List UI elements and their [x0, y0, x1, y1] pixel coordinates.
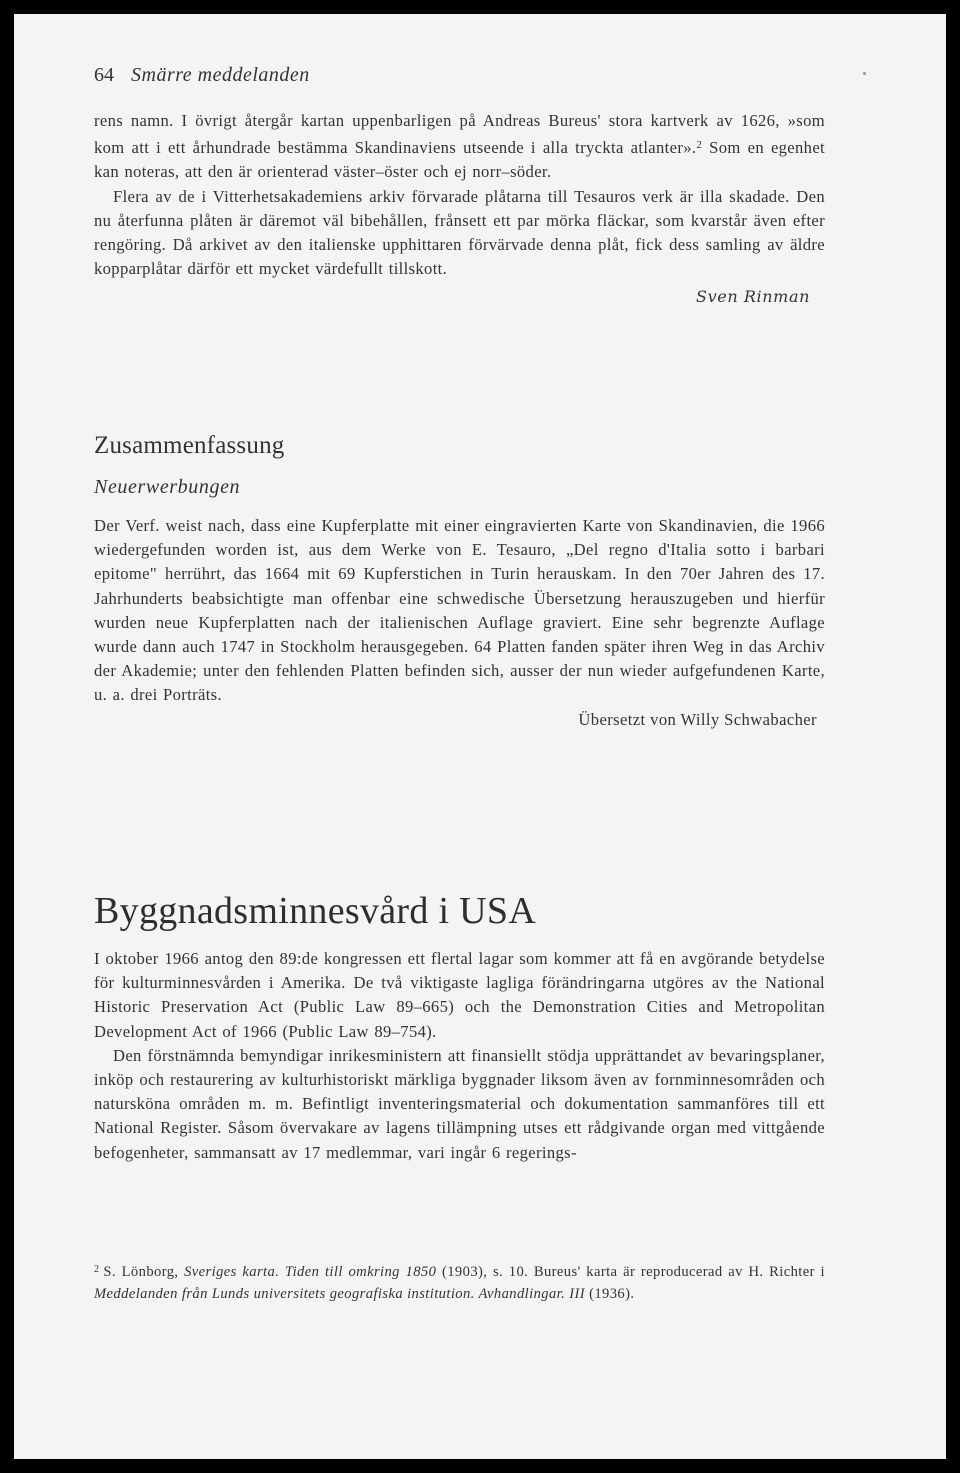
document-page: [14, 14, 946, 1459]
article2-paragraph-2: Den förstnämnda bemyndigar inrikesministern att finansiellt stödja upprättandet av bevaringsplaner, inköp och restaurering av kulturhistoriskt märkliga byggnader liksom även av fornminnesområden och natursköna områden m. m. Befintligt inventeringsmaterial och dokumentation sammanföres till ett National Register. Såsom övervakare av lagens tillämpning utses ett rådgivande organ med vittgående befogenheter, sammansatt av 17 medlemmar, vari ingår 6 regerings-: [94, 1045, 825, 1162]
speck-mark: [863, 72, 866, 75]
running-head: [94, 64, 310, 87]
footnote-text: $^2$ S. Lönborg, Sveriges karta. Tiden till omkring 1850 (1903), s. 10. Bureus' karta är reproducerad av H. Richter i Meddelanden från Lunds universitets geografiska institution. Avhandlingar. III (1936).: [94, 1264, 825, 1302]
article2-heading: Byggnadsminnesvård i USA: [94, 890, 537, 932]
article1-author: Sven Rinman: [696, 287, 810, 307]
article2: [94, 889, 825, 1165]
article1-paragraph-1: rens namn. I övrigt återgår kartan uppenbarligen på Andreas Bureus' stora kartverk av 1626, »som kom att i ett århundrade bestämma Skandinaviens utseende i alla tryckta atlanter».$^2$ Som en egenhet kan noteras, att den är orienterad väster–öster och ej norr–söder.: [94, 111, 825, 182]
footnote: [94, 1259, 825, 1305]
footnote-mark: 2: [94, 1264, 100, 1275]
footnote-ref: 2: [696, 139, 703, 152]
summary-heading: Zusammenfassung: [94, 432, 285, 459]
summary-translator: Übersetzt von Willy Schwabacher: [578, 709, 817, 729]
article1: [94, 109, 825, 306]
summary-text: Der Verf. weist nach, dass eine Kupferplatte mit einer eingravierten Karte von Skandinavien, die 1966 wiedergefunden worden ist, aus dem Werke von E. Tesauro, „Del regno d'Italia sotto i barbari epitome" herrührt, das 1664 mit 69 Kupferstichen in Turin herauskam. In den 70er Jahren des 17. Jahrhunderts beabsichtigte man offenbar eine schwedische Übersetzung herauszugeben und hierfür wurden neue Kupferplatten nach der italienischen Auflage graviert. Eine sehr begrenzte Auflage wurde dann auch 1747 in Stockholm herausgegeben. 64 Platten fanden später ihren Weg in das Archiv der Akademie; unter den fehlenden Platten befinden sich, ausser der nun wieder aufgefundenen Karte, u. a. drei Porträts.: [94, 516, 825, 705]
running-head-title: Smärre meddelanden: [131, 64, 310, 86]
page-number: 64: [94, 64, 114, 86]
summary-section: [94, 432, 825, 730]
article1-paragraph-2: Flera av de i Vitterhetsakademiens arkiv förvarade plåtarna till Tesauros verk är illa skadade. Den nu återfunna plåten är däremot väl bibehållen, frånsett ett par mörka fläckar, som kvarstår även efter rengöring. Då arkivet av den italienske upphittaren förvärvade denna plåt, fick dess samling av äldre kopparplåtar därför ett mycket värdefullt tillskott.: [94, 186, 825, 279]
article2-paragraph-1: I oktober 1966 antog den 89:de kongressen ett flertal lagar som kommer att få en avgörande betydelse för kulturminnesvården i Amerika. De två viktigaste lagliga förändringarna utgöres av the National Historic Preservation Act (Public Law 89–665) och the Demonstration Cities and Metropolitan Development Act of 1966 (Public Law 89–754).: [94, 949, 825, 1041]
summary-subheading: Neuerwerbungen: [94, 476, 241, 498]
